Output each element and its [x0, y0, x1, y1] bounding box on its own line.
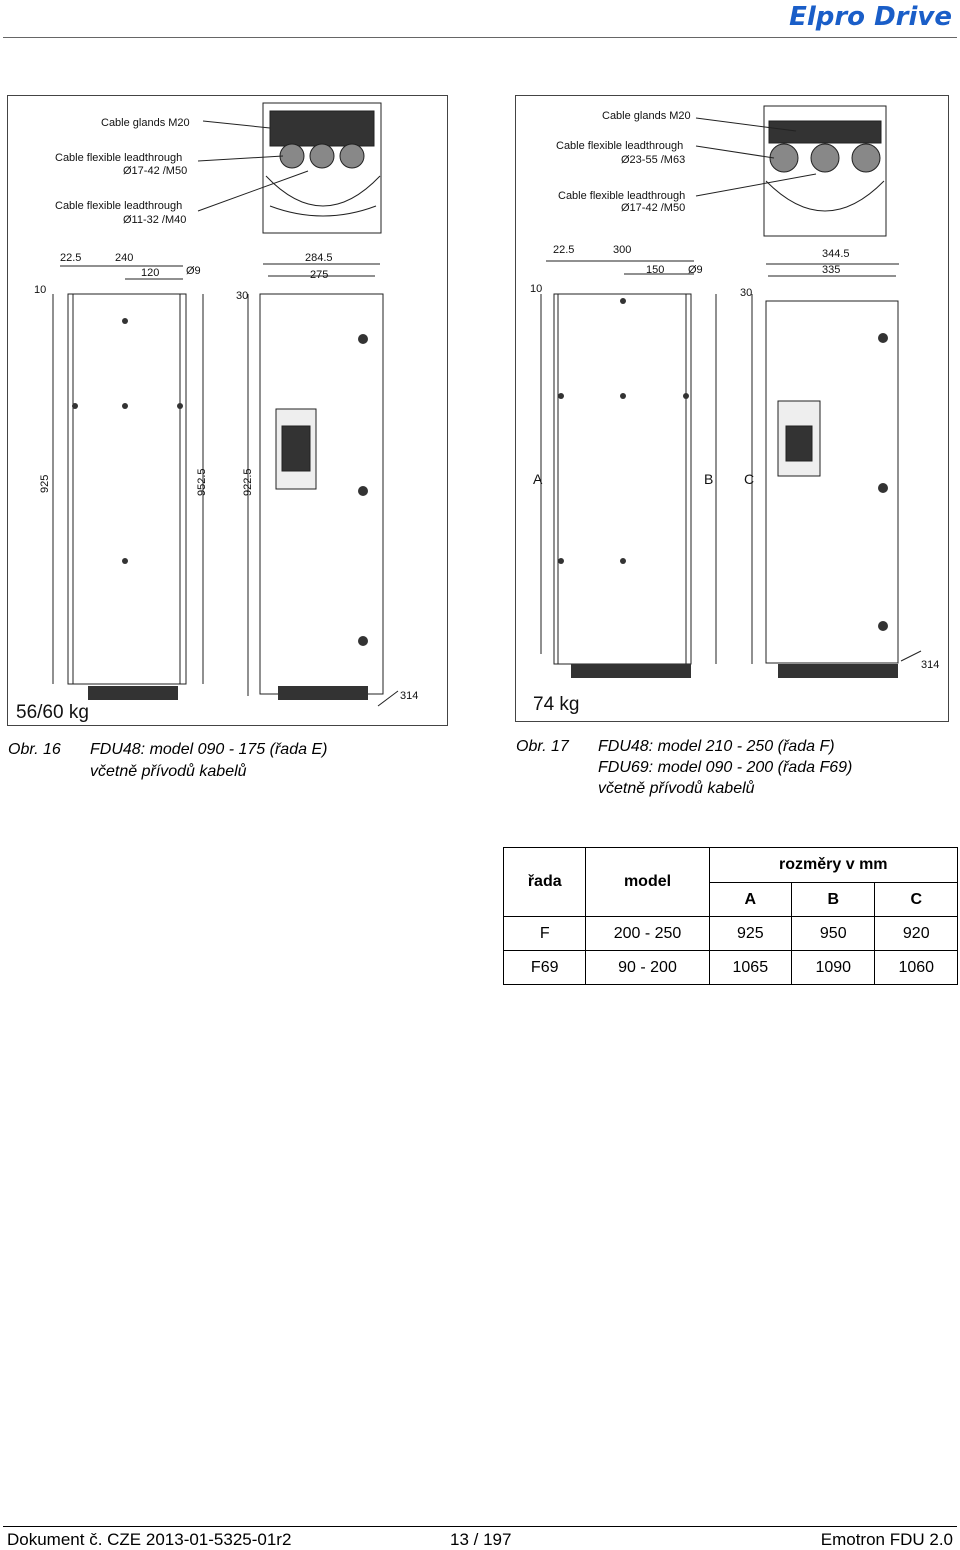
caption-16-line2: včetně přívodů kabelů [90, 763, 247, 780]
figure-17-svg [516, 96, 948, 721]
label-lead1b-16: Ø17-42 /M50 [123, 165, 188, 177]
caption-16-number: Obr. 16 [8, 741, 61, 758]
label-glands-17: Cable glands M20 [602, 110, 691, 122]
dim-b-17: B [704, 471, 714, 487]
header-model: model [586, 848, 709, 917]
label-lead2b-17: Ø17-42 /M50 [621, 202, 686, 214]
gland-plate-17 [769, 121, 881, 143]
header-b: B [792, 883, 875, 917]
figure-17-drawing [515, 95, 949, 722]
footer-document: Dokument č. CZE 2013-01-5325-01r2 [7, 1530, 292, 1549]
figure-16-svg [8, 96, 447, 725]
footer-rule [3, 1526, 957, 1527]
dim-9-16: Ø9 [186, 265, 201, 277]
dim-9525-16: 952.5 [196, 468, 208, 496]
label-lead2a-17: Cable flexible leadthrough [558, 190, 686, 202]
brand-title: Elpro Drive [789, 2, 952, 32]
table-row [504, 917, 958, 951]
label-lead2b-16: Ø11-32 /M40 [123, 214, 187, 226]
dim-a-17: A [533, 471, 543, 487]
dim-10-16: 10 [34, 284, 47, 296]
footer-product: Emotron FDU 2.0 [820, 1530, 953, 1549]
cell-a: 1065 [709, 951, 791, 985]
dim-30-17: 30 [740, 287, 753, 299]
side-view-16 [68, 294, 186, 684]
caption-17-line3: včetně přívodů kabelů [598, 780, 755, 797]
label-lead2a-16: Cable flexible leadthrough [55, 200, 183, 212]
dim-9-17: Ø9 [688, 264, 703, 276]
front-view-17 [766, 301, 898, 663]
weight-17: 74 kg [533, 694, 580, 715]
label-lead1b-17: Ø23-55 /M63 [621, 154, 686, 166]
dim-314-17: 314 [921, 659, 940, 671]
label-lead1a-17: Cable flexible leadthrough [556, 140, 684, 152]
dim-300-17: 300 [613, 244, 632, 256]
dim-3445-17: 344.5 [822, 248, 850, 260]
dimensions-table [503, 847, 958, 985]
cell-b: 950 [792, 917, 875, 951]
figure-16-drawing [7, 95, 448, 726]
caption-16-line1: FDU48: model 090 - 175 (řada E) [90, 741, 328, 758]
gland-plate-16 [270, 111, 374, 146]
cell-c: 920 [875, 917, 958, 951]
side-view-17 [554, 294, 691, 664]
dim-9225-16: 922.5 [242, 468, 254, 496]
dim-240-16: 240 [115, 252, 134, 264]
header-a: A [709, 883, 791, 917]
cell-a: 925 [709, 917, 791, 951]
dim-30-16: 30 [236, 290, 249, 302]
header-series: řada [504, 848, 586, 917]
label-glands-16: Cable glands M20 [101, 117, 190, 129]
dim-225-16: 22.5 [60, 252, 82, 264]
cell-model: 200 - 250 [586, 917, 709, 951]
dim-2845-16: 284.5 [305, 252, 333, 264]
header-rule [3, 37, 957, 38]
footer-page-number: 13 / 197 [450, 1530, 512, 1549]
header-dimensions: rozměry v mm [709, 848, 957, 883]
cell-model: 90 - 200 [586, 951, 709, 985]
dim-314-16: 314 [400, 690, 419, 702]
label-lead1a-16: Cable flexible leadthrough [55, 152, 183, 164]
cell-series: F [504, 917, 586, 951]
table-row [504, 951, 958, 985]
cell-b: 1090 [792, 951, 875, 985]
caption-17-number: Obr. 17 [516, 738, 569, 755]
caption-17-line1: FDU48: model 210 - 250 (řada F) [598, 738, 835, 755]
dim-c-17: C [744, 471, 755, 487]
weight-16: 56/60 kg [16, 702, 89, 723]
dim-120-16: 120 [141, 267, 160, 279]
cell-c: 1060 [875, 951, 958, 985]
dim-335-17: 335 [822, 264, 841, 276]
dim-925-16: 925 [39, 474, 51, 493]
dim-225-17: 22.5 [553, 244, 575, 256]
dim-150-17: 150 [646, 264, 665, 276]
dim-275-16: 275 [310, 269, 329, 281]
dim-10-17: 10 [530, 283, 543, 295]
caption-17-line2: FDU69: model 090 - 200 (řada F69) [598, 759, 853, 776]
cell-series: F69 [504, 951, 586, 985]
header-c: C [875, 883, 958, 917]
